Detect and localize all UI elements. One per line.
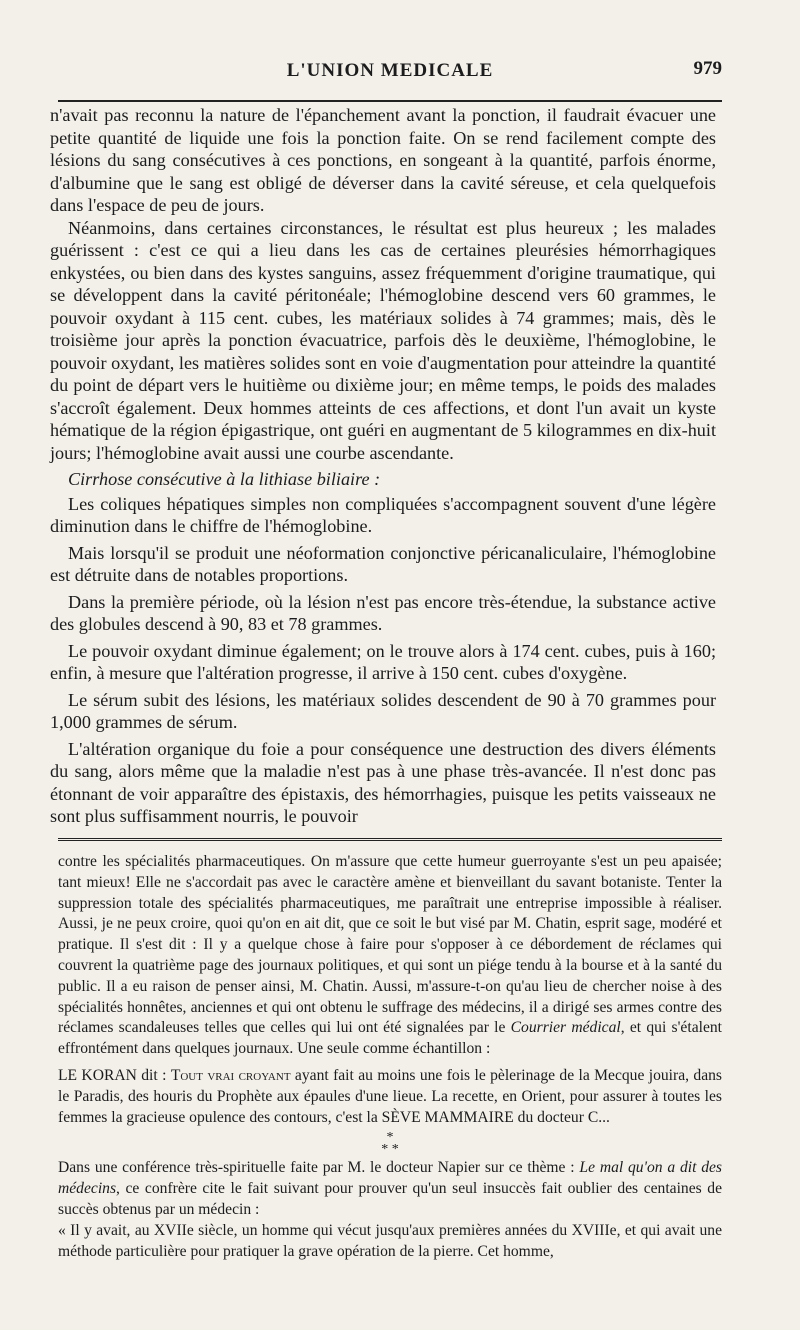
page-header — [58, 58, 722, 88]
page-number: 979 — [693, 58, 722, 79]
footnote-text: contre les spécialités pharmaceutiques. On m'assure que cette humeur guerroyante s'est un peu apaisée; tant mieux! Elle ne s'accordait pas avec le caractère amène et bienveillant du savant botaniste. Tenter la suppression totale des spécialités pharmaceutiques, me paraîtrait une entreprise impossible à réaliser. Aussi, je ne peux croire, quoi qu'on en ait dit, que ce soit le but visé par M. Chatin, esprit sage, modéré et pratique. Il s'est dit : Il y a quelque chose à faire pour s'opposer à ce débordement de réclames qui couvrent la quatrième page des journaux politiques, et qui sont un piége tendu à la bourse et à la santé du public. Il a eu raison de penser ainsi, M. Chatin. Aussi, m'assure-t-on qu'au lieu de chercher noise à des spécialités honnêtes, anciennes et qui ont obtenu le suffrage des médecins, il a dirigé ses armes contre des réclames scandaleuses telles que celles qui lui ont été signalées par le — [58, 853, 722, 1037]
paragraph: n'avait pas reconnu la nature de l'épanchement avant la ponction, il faudrait évacuer une petite quantité de liquide une fois la ponction faite. On se rend facilement compte des lésions du sang consécutives à ces ponctions, en songeant à la quantité, parfois énorme, d'albumine que le sang est obligé de déverser dans la cavité séreuse, et cela quelquefois dans l'espace de peu de jours. — [50, 105, 716, 215]
footnote-separator — [58, 838, 722, 843]
paragraph: Dans la première période, où la lésion n'est pas encore très-étendue, la substance active des globules descend à 90, 83 et 78 grammes. — [50, 591, 716, 634]
asterism-top: * — [386, 1130, 394, 1146]
lecture-title: Le mal qu'on a dit des médecins — [58, 1159, 722, 1198]
footnote-text: Dans une conférence très-spirituelle faite par M. le docteur Napier sur ce thème : — [58, 1159, 580, 1177]
footnote-paragraph: « Il y avait, au XVIIe siècle, un homme qui vécut jusqu'aux premières années du XVIIIe, et qui avait une méthode particulière pour pratiquer la grave opération de la pierre. Cet homme, — [58, 1221, 722, 1260]
paragraph: Le pouvoir oxydant diminue également; on le trouve alors à 174 cent. cubes, puis à 160; enfin, à mesure que l'altération progresse, il arrive à 150 cent. cubes d'oxygène. — [50, 640, 716, 683]
paragraph: Les coliques hépatiques simples non compliquées s'accompagnent souvent d'une légère diminution dans le chiffre de l'hémoglobine. — [50, 493, 716, 536]
section-title: Cirrhose consécutive à la lithiase biliaire : — [68, 469, 381, 489]
footnote-paragraph — [58, 1066, 722, 1128]
footnote-text: LE KORAN dit : — [58, 1066, 171, 1084]
footnote-paragraph — [58, 1158, 722, 1220]
footnote-text: , ce confrère cite le fait suivant pour prouver qu'un seul insuccès fait oublier des centaines de succès obtenus par un médecin : — [58, 1180, 722, 1218]
paragraph: Le sérum subit des lésions, les matériaux solides descendent de 90 à 70 grammes pour 1,000 grammes de sérum. — [50, 689, 716, 732]
paragraph: L'altération organique du foie a pour conséquence une destruction des divers éléments du sang, alors même que la maladie n'est pas à une phase très-avancée. Il n'est donc pas étonnant de voir apparaître des épistaxis, des hémorrhagies, puisque les petits vaisseaux ne sont plus suffisamment nourris, le pouvoir — [50, 738, 716, 826]
running-title: L'UNION MEDICALE — [286, 60, 494, 81]
header-rule — [58, 100, 722, 102]
feuilleton-text — [58, 852, 722, 1262]
main-text — [50, 104, 716, 828]
footnote-paragraph — [58, 852, 722, 1060]
small-caps-text: Tout vrai croyant — [170, 1066, 291, 1084]
footnote-text: ayant fait au moins une fois le pèlerinage de la Mecque jouira, dans le Paradis, des houris du Prophète aux épaules d'une lieue. La recette, en Orient, pour assurer à toutes les femmes la gracieuse opulence des contours, c'est la SÈVE MAMMAIRE du docteur C... — [58, 1066, 722, 1126]
paragraph: Mais lorsqu'il se produit une néoformation conjonctive péricanaliculaire, l'hémoglobine est détruite dans de notables proportions. — [50, 542, 716, 585]
asterism-bottom: * * — [381, 1142, 399, 1158]
asterism — [58, 1132, 722, 1156]
paragraph: Néanmoins, dans certaines circonstances, le résultat est plus heureux ; les malades guérissent : c'est ce qui a lieu dans les cas de certaines pleurésies hémorrhagiques enkystées, ou bien dans des kystes sanguins, assez fréquemment d'origine traumatique, qui se développent dans la cavité péritonéale; l'hémoglobine descend vers 60 grammes, le pouvoir oxydant à 115 cent. cubes, les matériaux solides à 74 grammes; mais, dès le troisième jour après la ponction évacuatrice, parfois dès le deuxième, l'hémoglobine, le pouvoir oxydant, les matières solides sont en voie d'augmentation pour atteindre la quantité du point de départ vers le huitième ou dixième jour; en même temps, le poids des malades s'accroît également. Deux hommes atteints de ces affections, et dont l'un avait un kyste hématique de la région épigastrique, ont guéri en augmentant de 5 kilogrammes en dix-huit jours; l'hémoglobine avait aussi une courbe ascendante. — [50, 217, 716, 463]
footnote-text: , et qui s'étalent effrontément dans quelques journaux. Une seule comme échantillon : — [58, 1019, 722, 1058]
journal-title: Courrier médical — [510, 1019, 621, 1037]
